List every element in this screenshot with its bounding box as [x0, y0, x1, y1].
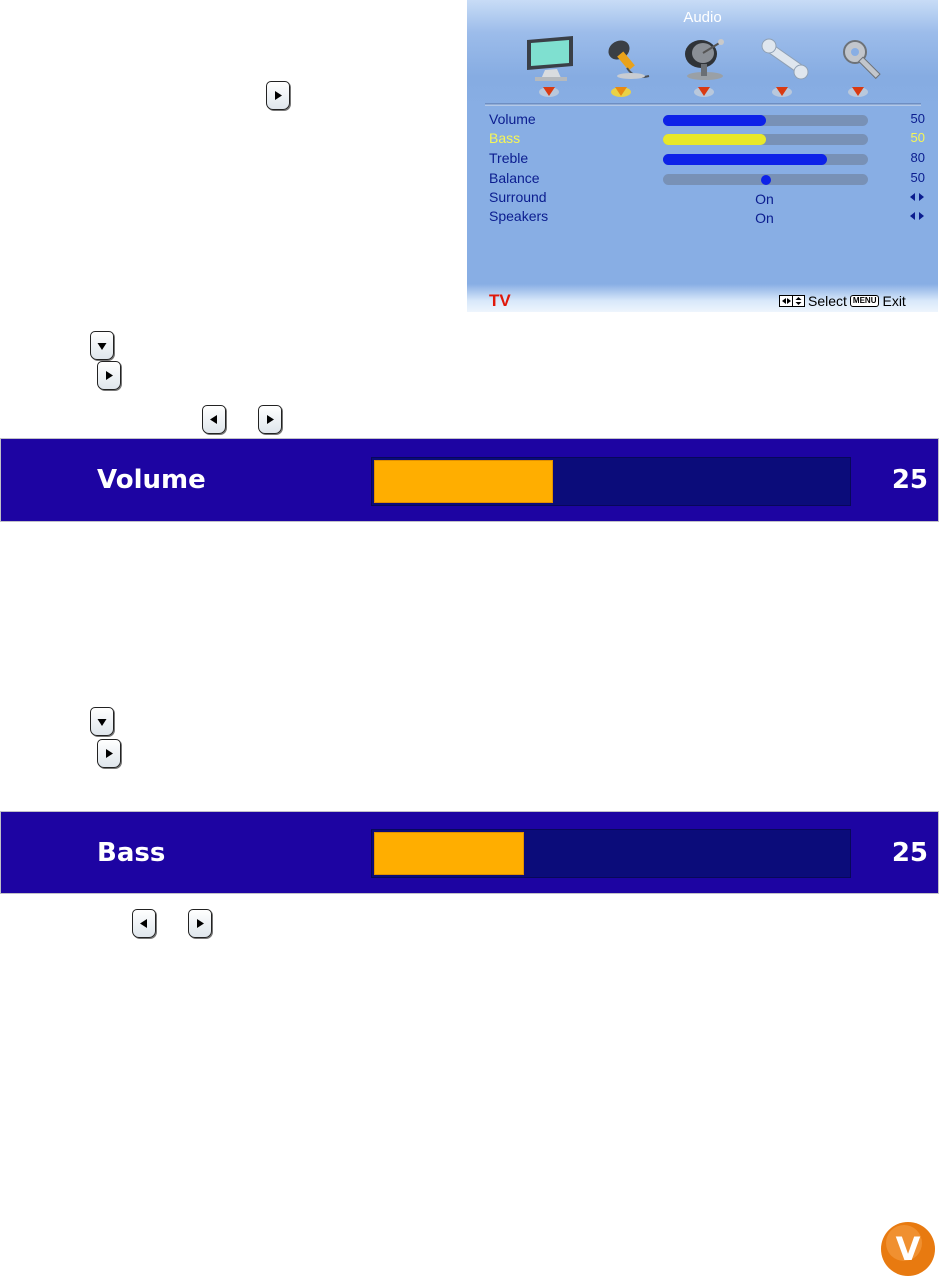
logo-letter: V	[895, 1230, 921, 1268]
menu-row-label: Speakers	[489, 208, 549, 224]
menu-row-value: 50	[910, 130, 925, 145]
level-bar-value: 25	[891, 465, 928, 495]
wrench-icon[interactable]	[757, 36, 813, 87]
key-icon[interactable]	[837, 36, 893, 87]
left-arrow-key-icon	[132, 909, 156, 938]
left-right-arrows-icon	[910, 211, 924, 221]
level-fill	[374, 460, 553, 503]
monitor-icon[interactable]	[521, 36, 577, 87]
menu-row-label: Balance	[489, 170, 540, 186]
menu-key-icon: MENU	[850, 295, 880, 307]
surround-value[interactable]: On	[755, 191, 774, 207]
menu-row-surround[interactable]	[467, 189, 938, 209]
audio-osd-menu	[467, 0, 938, 312]
menu-row-label: Treble	[489, 150, 529, 166]
down-arrow-key-icon	[90, 331, 114, 360]
level-fill	[374, 832, 524, 875]
right-arrow-key-icon	[97, 739, 121, 768]
microphone-icon[interactable]	[597, 36, 653, 87]
menu-row-volume[interactable]	[467, 111, 938, 131]
menu-row-label: Volume	[489, 111, 536, 127]
bass-level-bar	[0, 811, 939, 894]
slider-fill	[663, 115, 766, 126]
menu-row-bass[interactable]	[467, 130, 938, 150]
tab-indicator-icon	[538, 84, 560, 103]
menu-row-value: 80	[910, 150, 925, 165]
menu-row-label: Surround	[489, 189, 547, 205]
input-source-label: TV	[489, 291, 511, 310]
level-bar-label: Volume	[97, 465, 206, 495]
left-right-arrows-icon	[910, 192, 924, 202]
menu-row-value: 50	[910, 170, 925, 185]
balance-knob[interactable]	[761, 175, 771, 185]
slider-fill	[663, 154, 827, 165]
vizio-v-logo	[880, 1221, 936, 1282]
satellite-dish-icon[interactable]	[677, 36, 733, 87]
slider-fill	[663, 134, 766, 145]
right-arrow-key-icon	[258, 405, 282, 434]
tab-indicator-selected-icon	[610, 84, 632, 103]
tab-indicator-icon	[693, 84, 715, 103]
osd-hint-bar	[779, 293, 906, 309]
treble-slider[interactable]	[663, 154, 868, 165]
volume-slider[interactable]	[663, 115, 868, 126]
balance-slider[interactable]	[663, 174, 868, 185]
down-arrow-key-icon	[90, 707, 114, 736]
bass-slider[interactable]	[663, 134, 868, 145]
tab-indicator-icon	[771, 84, 793, 103]
level-bar-label: Bass	[97, 838, 166, 868]
menu-row-value: 50	[910, 111, 925, 126]
level-bar-value: 25	[891, 838, 928, 868]
osd-title: Audio	[683, 9, 722, 26]
menu-row-treble[interactable]	[467, 150, 938, 170]
menu-row-speakers[interactable]	[467, 208, 938, 228]
navigation-keys-icon	[779, 295, 805, 307]
select-hint: Select	[808, 293, 847, 309]
menu-row-label: Bass	[489, 130, 521, 146]
bass-level-track[interactable]	[371, 829, 851, 878]
left-arrow-key-icon	[202, 405, 226, 434]
tab-indicator-icon	[847, 84, 869, 103]
right-arrow-key-icon	[97, 361, 121, 390]
osd-divider	[485, 103, 921, 106]
volume-level-bar	[0, 438, 939, 522]
exit-hint: Exit	[882, 293, 906, 309]
right-arrow-key-icon	[188, 909, 212, 938]
volume-level-track[interactable]	[371, 457, 851, 506]
menu-row-balance[interactable]	[467, 170, 938, 190]
speakers-value[interactable]: On	[755, 210, 774, 226]
right-arrow-key-icon	[266, 81, 290, 110]
